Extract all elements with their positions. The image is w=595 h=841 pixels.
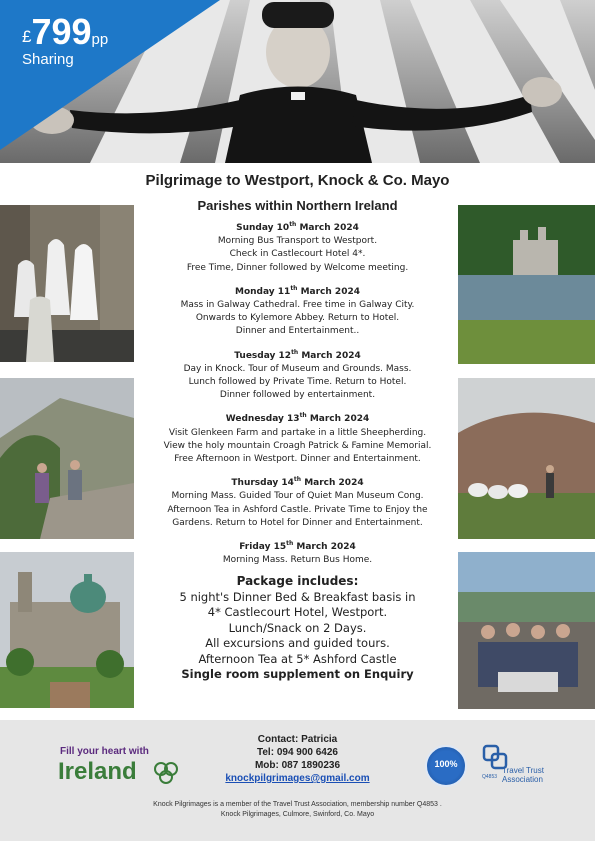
tta-code: Q4853 [482,774,498,780]
day-line: Free Time, Dinner followed by Welcome meeting. [186,262,409,273]
day-line: Afternoon Tea in Ashford Castle. Private Time to Enjoy the [167,504,428,515]
package-line: Afternoon Tea at 5* Ashford Castle [198,651,397,666]
day-line: View the holy mountain Croagh Patrick & Famine Memorial. [163,440,432,451]
photo-sheep-farm [458,378,595,539]
guarantee-seal-icon: 100% [425,745,467,787]
itinerary-day [140,409,455,466]
price-currency: £ [22,27,32,46]
shamrock-icon [152,760,180,784]
itinerary [140,218,455,683]
day-line: Check in Castlecourt Hotel 4*. [229,249,366,260]
day-line: Onwards to Kylemore Abbey. Return to Hotel. [195,313,400,324]
photo-walking-hill [0,378,134,539]
fine-print [0,800,595,820]
day-line: Morning Mass. Return Bus Home. [222,555,373,566]
itinerary-day [140,473,455,530]
day-date: Tuesday 12th March 2024 [234,348,361,361]
day-date: Wednesday 13th March 2024 [225,412,370,425]
single-room-supplement: Single room supplement on Enquiry [181,667,414,682]
day-line: Gardens. Return to Hotel for Dinner and Entertainment. [172,517,423,528]
day-line: Day in Knock. Tour of Museum and Grounds. Mass. [183,363,412,374]
itinerary-day [140,282,455,339]
day-line: Mass in Galway Cathedral. Free time in Galway City. [180,300,415,311]
photo-group-ashford [458,552,595,709]
package-line: All excursions and guided tours. [205,636,390,651]
photo-knock-shrine [0,205,134,362]
day-line: Visit Glenkeen Farm and partake in a little Sheepherding. [168,427,427,438]
ireland-logo-word: Ireland [58,758,137,785]
contact-mob: Mob: 087 1890236 [254,760,341,771]
price-label [22,11,109,68]
ireland-logo-tagline: Fill your heart with [60,746,149,757]
day-date: Monday 11th March 2024 [235,284,360,297]
itinerary-day [140,537,455,567]
day-line: Dinner and Entertainment.. [235,326,360,337]
tta-logo-text: Travel Trust Association [502,766,544,784]
package-line: 5 night's Dinner Bed & Breakfast basis in [179,589,416,604]
photo-galway-cathedral [0,552,134,708]
contact-block [200,733,395,785]
day-date: Friday 15th March 2024 [239,540,356,553]
package-line: Lunch/Snack on 2 Days. [228,620,367,635]
contact-name: Contact: Patricia [257,734,338,745]
fine-print-line: Knock Pilgrimages, Culmore, Swinford, Co. Mayo [220,811,375,818]
itinerary-day [140,218,455,275]
package-line: 4* Castlecourt Hotel, Westport. [207,605,388,620]
contact-email-link[interactable]: knockpilgrimages@gmail.com [225,773,370,784]
day-line: Morning Bus Transport to Westport. [217,236,378,247]
price-note: Sharing [22,51,74,68]
price-unit: pp [91,31,109,48]
page-subtitle: Parishes within Northern Ireland [197,198,398,213]
itinerary-day [140,346,455,403]
package-includes [140,574,455,683]
day-date: Sunday 10th March 2024 [236,221,359,233]
day-line: Lunch followed by Private Time. Return to Hotel. [188,377,407,388]
day-line: Dinner followed by entertainment. [219,390,376,401]
package-heading: Package includes: [236,574,359,589]
day-line: Free Afternoon in Westport. Dinner and Entertainment. [174,454,421,465]
photo-kylemore-abbey [458,205,595,364]
fine-print-line: Knock Pilgrimages is a member of the Travel Trust Association, membership number Q4853 . [153,801,442,808]
price-amount: 799 [31,11,92,52]
page-title: Pilgrimage to Westport, Knock & Co. Mayo [145,172,450,189]
day-date: Thursday 14th March 2024 [231,476,364,489]
day-line: Morning Mass. Guided Tour of Quiet Man Museum Cong. [171,491,424,502]
contact-tel: Tel: 094 900 6426 [257,747,338,758]
